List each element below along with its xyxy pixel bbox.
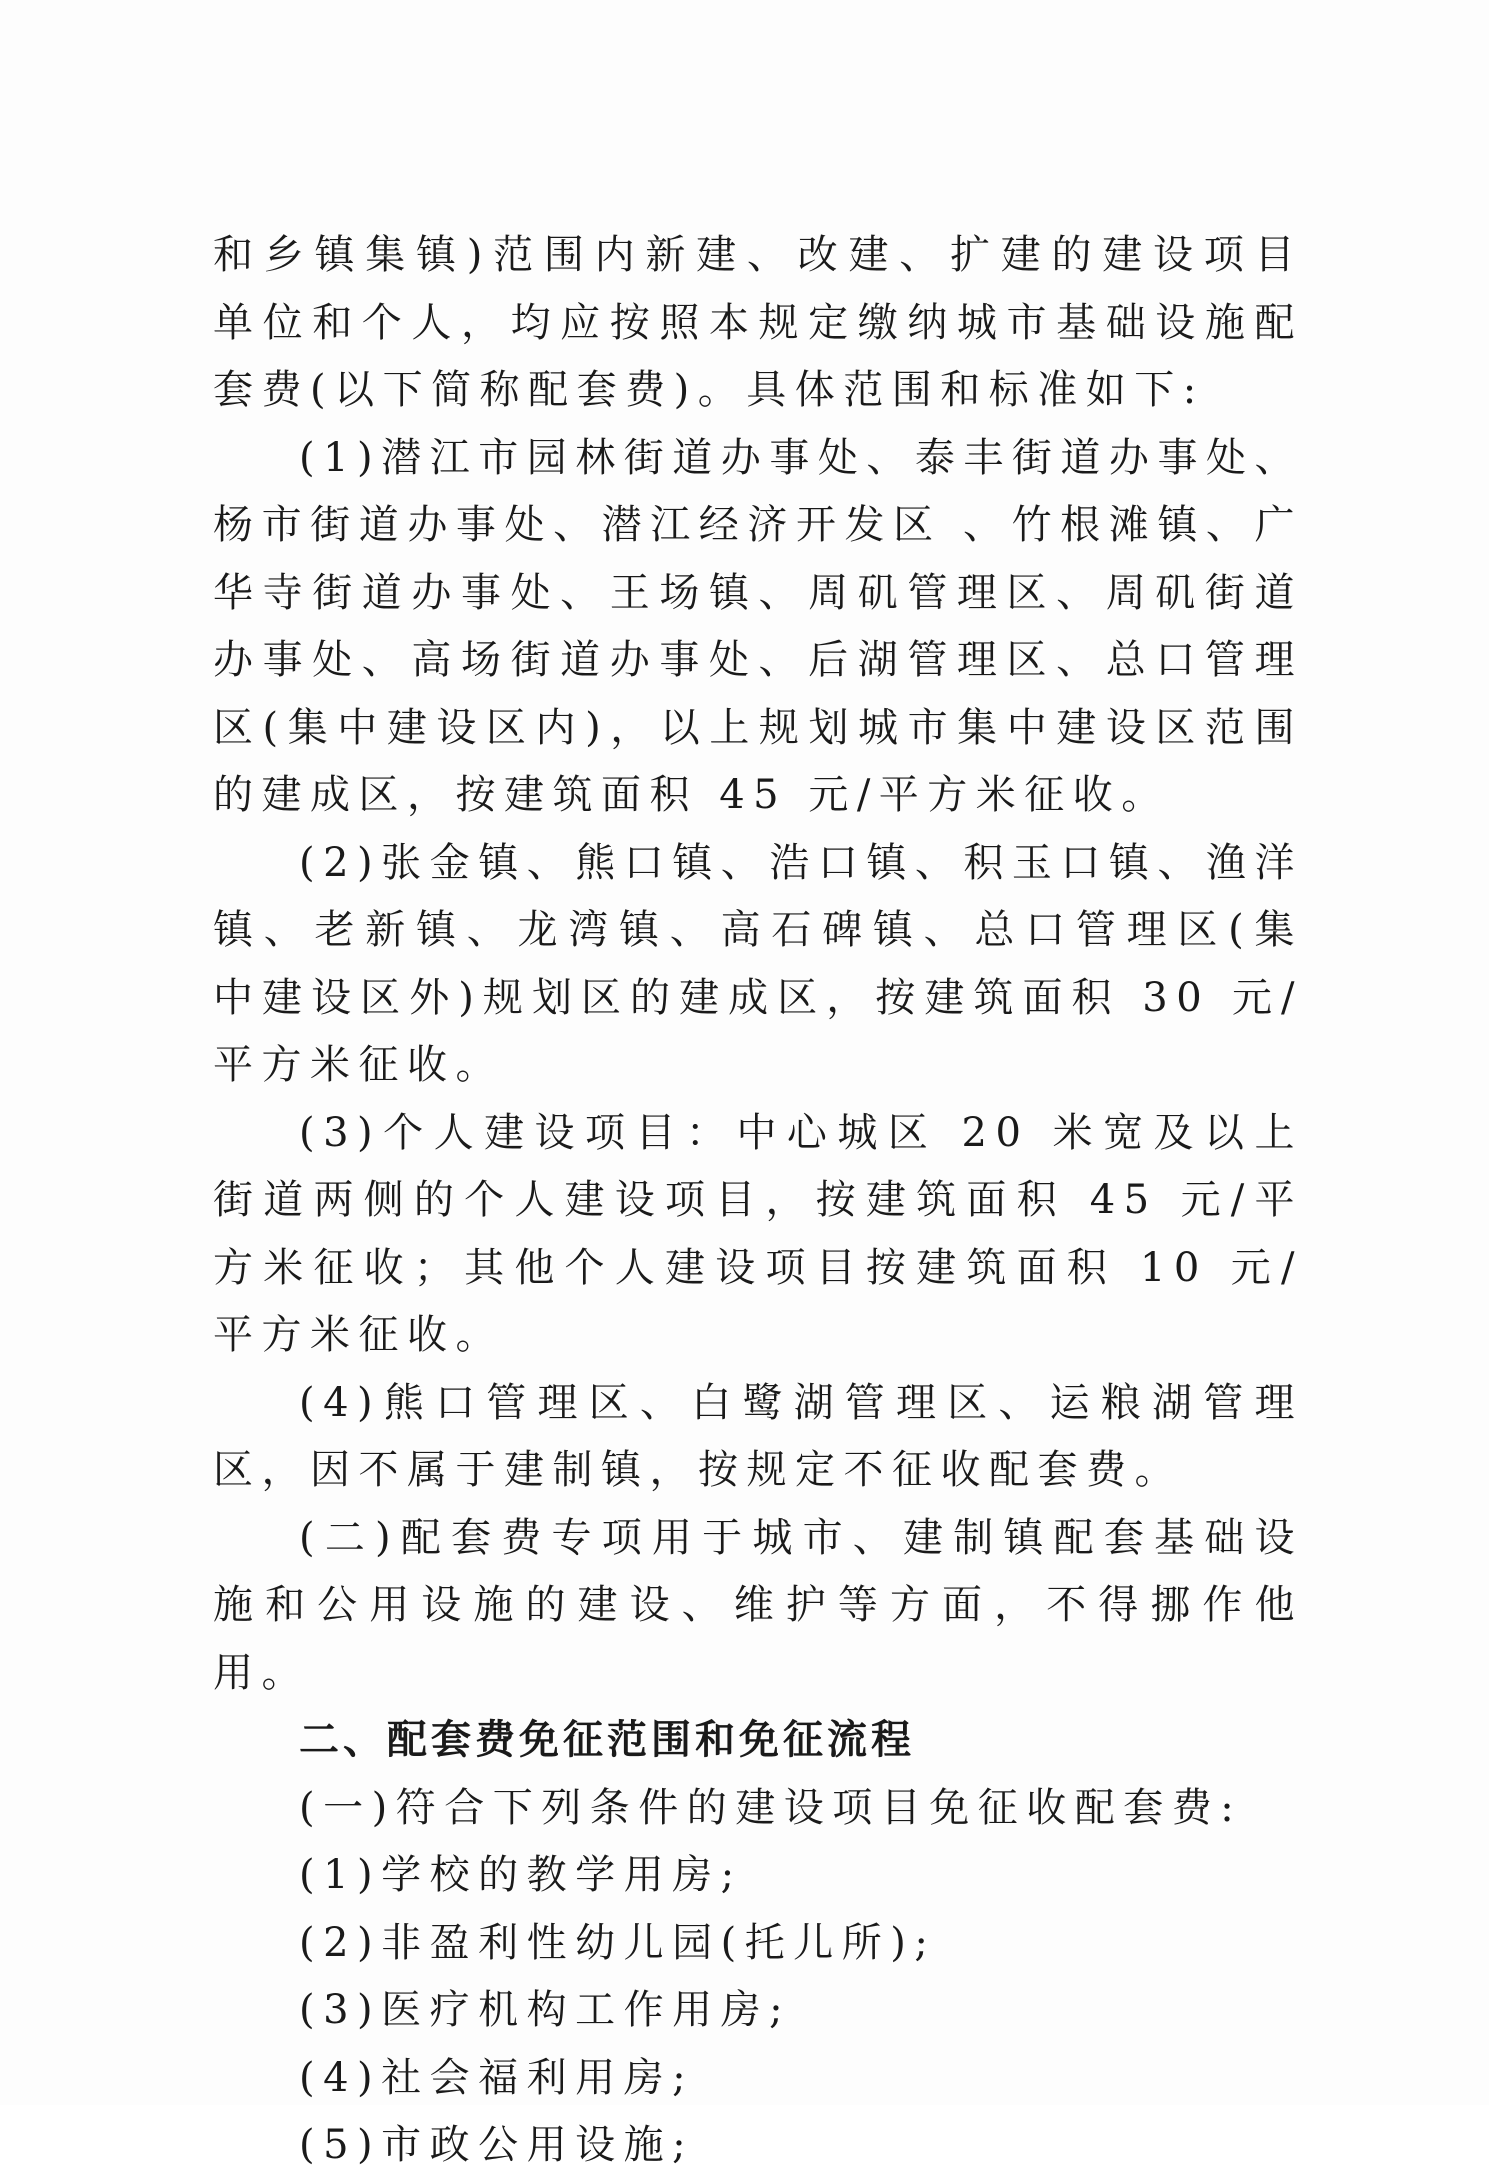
document-body [213, 222, 1303, 2180]
paragraph-item-2: (2)张金镇、熊口镇、浩口镇、积玉口镇、渔洋镇、老新镇、龙湾镇、高石碑镇、总口管理区(集中建设区外)规划区的建成区，按建筑面积 30 元/平方米征收。 [213, 839, 1303, 1088]
paragraph-item-3: (3)个人建设项目：中心城区 20 米宽及以上街道两侧的个人建设项目，按建筑面积 45 元/平方米征收；其他个人建设项目按建筑面积 10 元/平方米征收。 [213, 1109, 1303, 1358]
list-item-exemption-4: (4)社会福利用房; [299, 2054, 695, 2101]
list-item-exemption-5: (5)市政公用设施; [299, 2122, 695, 2168]
paragraph-section-2: (二)配套费专项用于城市、建制镇配套基础设施和公用设施的建设、维护等方面，不得挪作他用。 [213, 1514, 1303, 1696]
paragraph-exemption-intro: (一)符合下列条件的建设项目免征收配套费: [299, 1784, 1243, 1831]
section-heading-exemption: 二、配套费免征范围和免征流程 [299, 1717, 915, 1763]
paragraph-scope-intro: 和乡镇集镇)范围内新建、改建、扩建的建设项目单位和个人，均应按照本规定缴纳城市基础设施配套费(以下简称配套费)。具体范围和标准如下: [213, 232, 1303, 413]
list-item-exemption-3: (3)医疗机构工作用房; [299, 1987, 792, 2033]
paragraph-item-4: (4)熊口管理区、白鹭湖管理区、运粮湖管理区，因不属于建制镇，按规定不征收配套费。 [213, 1379, 1303, 1493]
list-item-exemption-1: (1)学校的教学用房; [299, 1852, 743, 1898]
list-item-exemption-2: (2)非盈利性幼儿园(托儿所); [299, 1919, 937, 1966]
paragraph-item-1: (1)潜江市园林街道办事处、泰丰街道办事处、杨市街道办事处、潜江经济开发区 、竹根滩镇、广华寺街道办事处、王场镇、周矶管理区、周矶街道办事处、高场街道办事处、后湖管理区、总口管理区(集中建设区内)，以上规划城市集中建设区范围的建成区，按建筑面积 45 元/平方米征收。 [213, 434, 1303, 818]
